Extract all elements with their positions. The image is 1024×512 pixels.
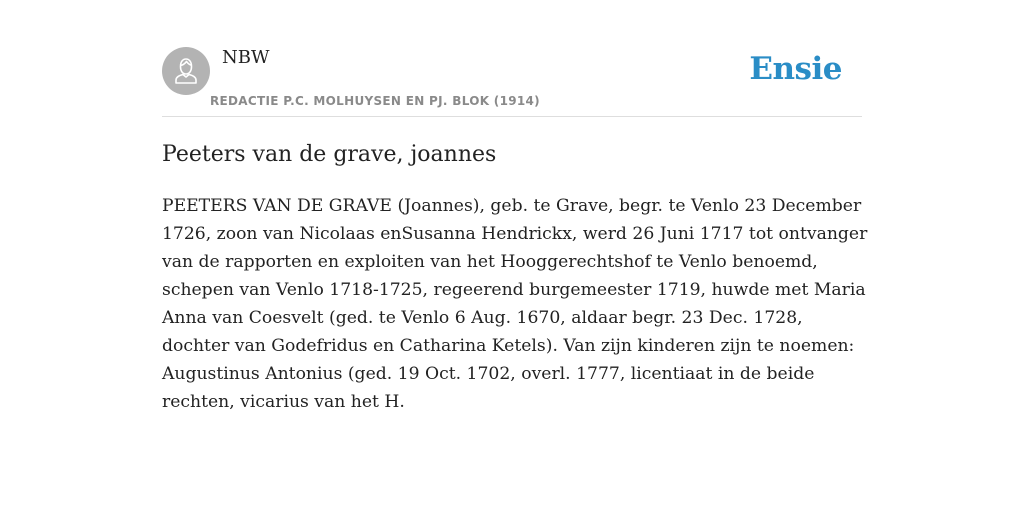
ensie-logo[interactable]: Ensie — [749, 51, 842, 87]
author-subtitle: REDACTIE P.C. MOLHUYSEN EN PJ. BLOK (1914) — [210, 94, 540, 108]
article-header — [162, 0, 862, 117]
author-avatar[interactable] — [162, 47, 210, 95]
user-icon — [162, 47, 210, 95]
author-name[interactable]: NBW — [222, 47, 270, 68]
article-body: PEETERS VAN DE GRAVE (Joannes), geb. te Grave, begr. te Venlo 23 December 1726, zoon van Nicolaas enSusanna Hendrickx, werd 26 Juni 1717 tot ontvanger van de rapporten en exploiten van het Hooggerechtshof te Venlo benoemd, schepen van Venlo 1718-1725, regeerend burgemeester 1719, huwde met Maria Anna van Coesvelt (ged. te Venlo 6 Aug. 1670, aldaar begr. 23 Dec. 1728, dochter van Godefridus en Catharina Ketels). Van zijn kinderen zijn te noemen: Augustinus Antonius (ged. 19 Oct. 1702, overl. 1777, licentiaat in de beide rechten, vicarius van het H. — [162, 196, 868, 412]
article-card — [162, 0, 868, 412]
article-title: Peeters van de grave, joannes — [162, 142, 497, 167]
